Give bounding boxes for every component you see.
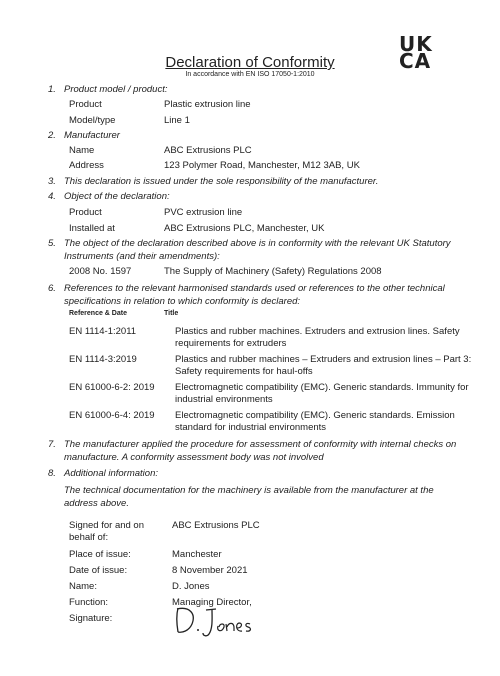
signatory-name-value: D. Jones bbox=[172, 581, 210, 592]
ukca-mark-logo bbox=[399, 32, 439, 73]
handwritten-signature bbox=[172, 600, 262, 642]
section-5-number: 5. bbox=[48, 238, 56, 249]
place-of-issue-label: Place of issue: bbox=[69, 549, 131, 560]
function-label: Function: bbox=[69, 597, 109, 608]
standards-col-ref-header: Reference & Date bbox=[69, 310, 127, 317]
product-label: Product bbox=[69, 99, 102, 110]
object-product-label: Product bbox=[69, 207, 102, 218]
section-7-number: 7. bbox=[48, 439, 56, 450]
section-7-text-line1: The manufacturer applied the procedure for assessment of conformity with internal checks on bbox=[64, 439, 457, 450]
standard-ref: EN 1114-3:2019 bbox=[69, 354, 137, 365]
signatory-name-label: Name: bbox=[69, 581, 97, 592]
section-8-text-line2: address above. bbox=[64, 498, 129, 509]
standard-title-line2: Safety requirements for haul-offs bbox=[175, 366, 313, 377]
section-6-number: 6. bbox=[48, 283, 56, 294]
function-value: Managing Director, bbox=[172, 597, 252, 608]
place-of-issue-value: Manchester bbox=[172, 549, 222, 560]
standard-title-line2: standard for industrial environments bbox=[175, 422, 327, 433]
signed-for-label-line1: Signed for and on bbox=[69, 520, 145, 531]
manufacturer-address-value: 123 Polymer Road, Manchester, M12 3AB, UK bbox=[164, 160, 360, 171]
installed-at-value: ABC Extrusions PLC, Manchester, UK bbox=[164, 223, 325, 234]
ukca-mark-line2: CA bbox=[399, 49, 432, 73]
date-of-issue-label: Date of issue: bbox=[69, 565, 128, 576]
section-1-number: 1. bbox=[48, 84, 56, 95]
statutory-instrument-ref: 2008 No. 1597 bbox=[69, 266, 132, 277]
section-2-heading: Manufacturer bbox=[64, 130, 120, 141]
section-6-text-line1: References to the relevant harmonised standards used or references to the other technical bbox=[64, 283, 445, 294]
standard-title-line1: Plastics and rubber machines – Extruders and extrusion lines – Part 3: bbox=[175, 354, 472, 365]
standards-col-title-header: Title bbox=[164, 310, 179, 317]
section-3-text: This declaration is issued under the sole responsibility of the manufacturer. bbox=[64, 176, 379, 187]
standard-title-line1: Electromagnetic compatibility (EMC). Generic standards. Emission bbox=[175, 410, 455, 421]
statutory-instrument-title: The Supply of Machinery (Safety) Regulations 2008 bbox=[164, 266, 382, 277]
section-4-heading: Object of the declaration: bbox=[64, 191, 170, 202]
model-type-label: Model/type bbox=[69, 115, 116, 126]
section-4-number: 4. bbox=[48, 191, 56, 202]
ukca-mark-line1: UK bbox=[399, 32, 433, 56]
section-7-text-line2: manufacture. A conformity assessment body was not involved bbox=[64, 452, 324, 463]
section-3-number: 3. bbox=[48, 176, 56, 187]
standard-ref: EN 61000-6-2: 2019 bbox=[69, 382, 155, 393]
section-6-text-line2: specifications in relation to which conformity is declared: bbox=[64, 296, 301, 307]
manufacturer-address-label: Address bbox=[69, 160, 104, 171]
standard-title-line1: Plastics and rubber machines. Extruders and extrusion lines. Safety bbox=[175, 326, 460, 337]
standard-ref: EN 61000-6-4: 2019 bbox=[69, 410, 155, 421]
manufacturer-name-label: Name bbox=[69, 145, 95, 156]
installed-at-label: Installed at bbox=[69, 223, 115, 234]
standard-title-line1: Electromagnetic compatibility (EMC). Generic standards. Immunity for bbox=[175, 382, 469, 393]
document-title: Declaration of Conformity bbox=[165, 54, 335, 71]
object-product-value: PVC extrusion line bbox=[164, 207, 243, 218]
manufacturer-name-value: ABC Extrusions PLC bbox=[164, 145, 252, 156]
document-subtitle: In accordance with EN ISO 17050-1:2010 bbox=[185, 71, 315, 78]
section-5-text-line1: The object of the declaration described above is in conformity with the relevant UK Statutory bbox=[64, 238, 451, 249]
section-8-text-line1: The technical documentation for the machinery is available from the manufacturer at the bbox=[64, 485, 434, 496]
standard-ref: EN 1114-1:2011 bbox=[69, 326, 137, 337]
section-1-heading: Product model / product: bbox=[64, 84, 168, 95]
product-value: Plastic extrusion line bbox=[164, 99, 251, 110]
signature-label: Signature: bbox=[69, 613, 113, 624]
signed-for-value: ABC Extrusions PLC bbox=[172, 520, 260, 531]
section-5-text-line2: Instruments (and their amendments): bbox=[64, 251, 220, 262]
section-2-number: 2. bbox=[48, 130, 56, 141]
section-8-heading: Additional information: bbox=[64, 468, 158, 479]
standard-title-line2: requirements for extruders bbox=[175, 338, 287, 349]
section-8-number: 8. bbox=[48, 468, 56, 479]
standard-title-line2: industrial environments bbox=[175, 394, 273, 405]
date-of-issue-value: 8 November 2021 bbox=[172, 565, 248, 576]
model-type-value: Line 1 bbox=[164, 115, 190, 126]
signed-for-label-line2: behalf of: bbox=[69, 532, 109, 543]
